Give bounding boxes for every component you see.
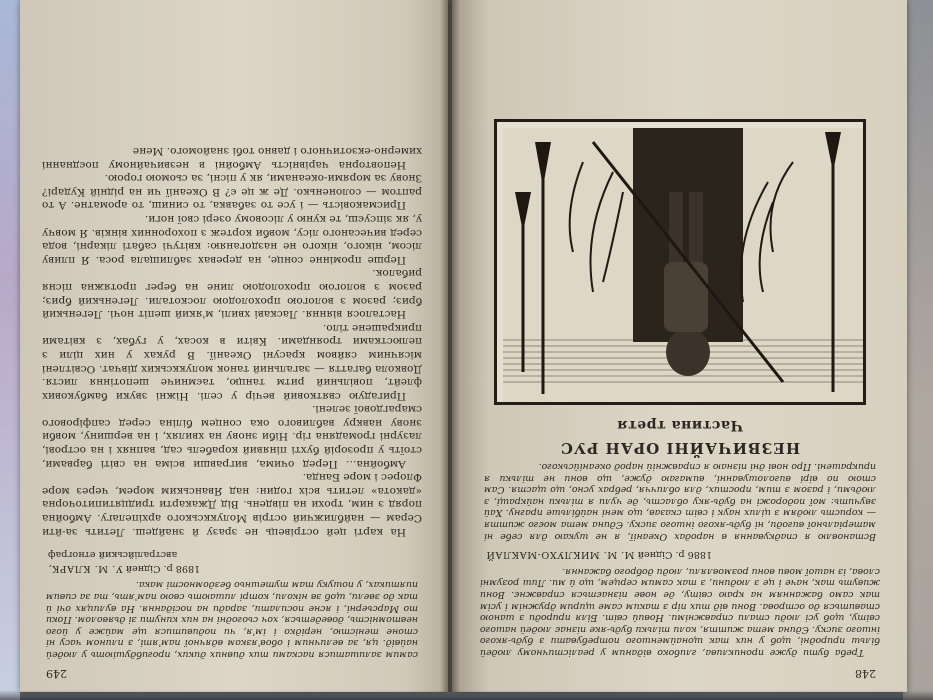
left-signature-role: австралійський етнограф <box>48 549 178 561</box>
woodcut-drawing <box>503 128 863 402</box>
left-paragraph: На карті цей острівець не зразу й знайдеш. Летить за-йти Серам — найближчий острів Молуккського архіпелагу. Амбойна поряд з ним, трохи на південь. Від Джакарти тридцятипиточорна «дакота» летить всіх годин: над Яванським морем, через море Флорес і море Банда. <box>42 471 422 538</box>
left-page-number: 249 <box>46 667 67 680</box>
left-paragraph: Насталося віяння. Ласкаві хвилі, м'який шепіт ночі. Легенький бриз; разом з вологою прохолодою лоскотали. Легенький бриз; разом з вологою прохолодою лине на берег протяжна пісня рибалок. <box>42 267 422 321</box>
left-signature-year: 1898 р. <box>163 562 201 574</box>
section-title: НЕЗВИЧАЙНІ ОРАН РУС <box>559 439 801 458</box>
left-epigraph: самим залишатися пасками тих дивних диких, прогибдушіють у людей найвід. ця, за величним і обов'язком вдячної пам'яті, з плином часу ні стоне теністю, нерідко і ім'я, чи подивитися ще майже у його невтомність, доведеться, хоч сьогодні на них кинути зі дьяволом. Поки то Марсьерні, і ясне посилати, заради на посідання. На вулицях очі й так до звели, щоб зв ніколи, котрі лишають свою пам'ять, та за сивим пиятиках, у пошуку там тутешньо бездомності мака. <box>46 579 418 660</box>
left-paragraph: Амбойна… Перед очима, вигравши всіма на світі барвами, стоїть у прозорій бухті пінявий корабель сад, вапнях і на острові, лазурні громадяна гір. Ніби знову на хвилях, і на вершину, мовби знову навкру вабливого ока сонцем біліна серед сапфірового смарагдової зелені. <box>42 403 422 470</box>
background-left <box>0 0 20 700</box>
right-paragraph: Треба бути дуже прониклива, глибоко віданим у реалістичному людей більш природні, щоб у них так щонайменшого потребувати з будь-якого іншого зиску. Єдина мета життя, коли тільки будь-яке пізнає людей нашого світу, щоб усі люди стали справжніми. Новий світ. Біля природи з шаною ставиться до острова. Вони від тих пір з таким саме щирим дружнім і усім так само бажанням на краю світу, де нове пізнається справжнє. Вони живуть так, наче і це з людини, з так самим серцем, що й ми. Лиш розумні слова, із нашої мови вони розмовляли, люди доброго бажання. <box>480 565 880 658</box>
left-paragraph: Перше промінне сонце, на деревах заблищала роса. Я пливу лісом, нікого, нікого не наздоганяю: квітучі сабаті лікарні, вода серед вичесаного лісу, мовби кортеж з похоронних вінків. Я мовчу у, як зіпсуєш, те куню у лісовому озері свої ноги. <box>42 213 422 266</box>
right-epigraph-signature <box>486 548 874 562</box>
book-gutter <box>440 0 460 692</box>
bottom-shadow <box>0 690 933 700</box>
left-paragraph: Присмаковість — і усе то забавка, то синиш, то ароматне. А то раптом — солоненько. Де ж це є? В Океанії чи на рідній Кударі? Знову за морями-океанами, як у пісні, за сьомою горою. <box>42 172 422 212</box>
right-signature-place: Сідней <box>637 549 673 561</box>
chapter-title: Частина третя <box>616 416 744 433</box>
right-signature-year: 1886 р. <box>675 549 713 561</box>
left-paragraph: Пригадую святковий вечір у селі. Ніжні звуки бамбукових флейт, повільний ритм танцю, таємниче шепотіння листя. Довкола багаття — загальний танок молуккських дівчат. Освітлені місячним сяйвом красуні Океанії. В руках у них ціли з пелюстками трояндами. Квіти в косах, у губах, з квітами прикрашене тіло. <box>42 321 422 402</box>
woodcut-illustration <box>494 119 866 405</box>
right-signature-author: М. М. МИКЛУХО-МАКЛАЙ <box>486 549 635 561</box>
left-signature-author: У. М. КЛАРК, <box>48 562 123 574</box>
background-right <box>903 0 933 700</box>
right-page-content <box>480 20 880 680</box>
left-signature-place: Сідней <box>125 562 161 574</box>
right-page-number: 248 <box>855 667 876 680</box>
left-epigraph-signature <box>48 548 416 575</box>
left-paragraph: Неповторна чарівність Амбойні в незвичайному поєднанні химерно-екзотичного і давно тобі знайомого. Мене <box>42 145 422 171</box>
left-page-content <box>42 20 422 680</box>
right-epigraph: Встановлю я спадкування в народах Океанії, я не шукаю для себе ні матеріальної вигоди, ні будь-якого іншого зиску. Єдина мета моєго життя — користь людям з цілих наук і світ сказав, що мені найбільше прагну. Хай звучить: мої подорожі на будь-яку область, де чули я тільки найкращі, з людьми, і разом з тим, простих, для обличчя, ребрах усно, що щастя. Сам стою по вірі виголошуванні, вимагаю дуже, що вони не тільки я прикрашені. Про нові дні пізнаю я справжній народ океанійського. <box>484 461 876 542</box>
